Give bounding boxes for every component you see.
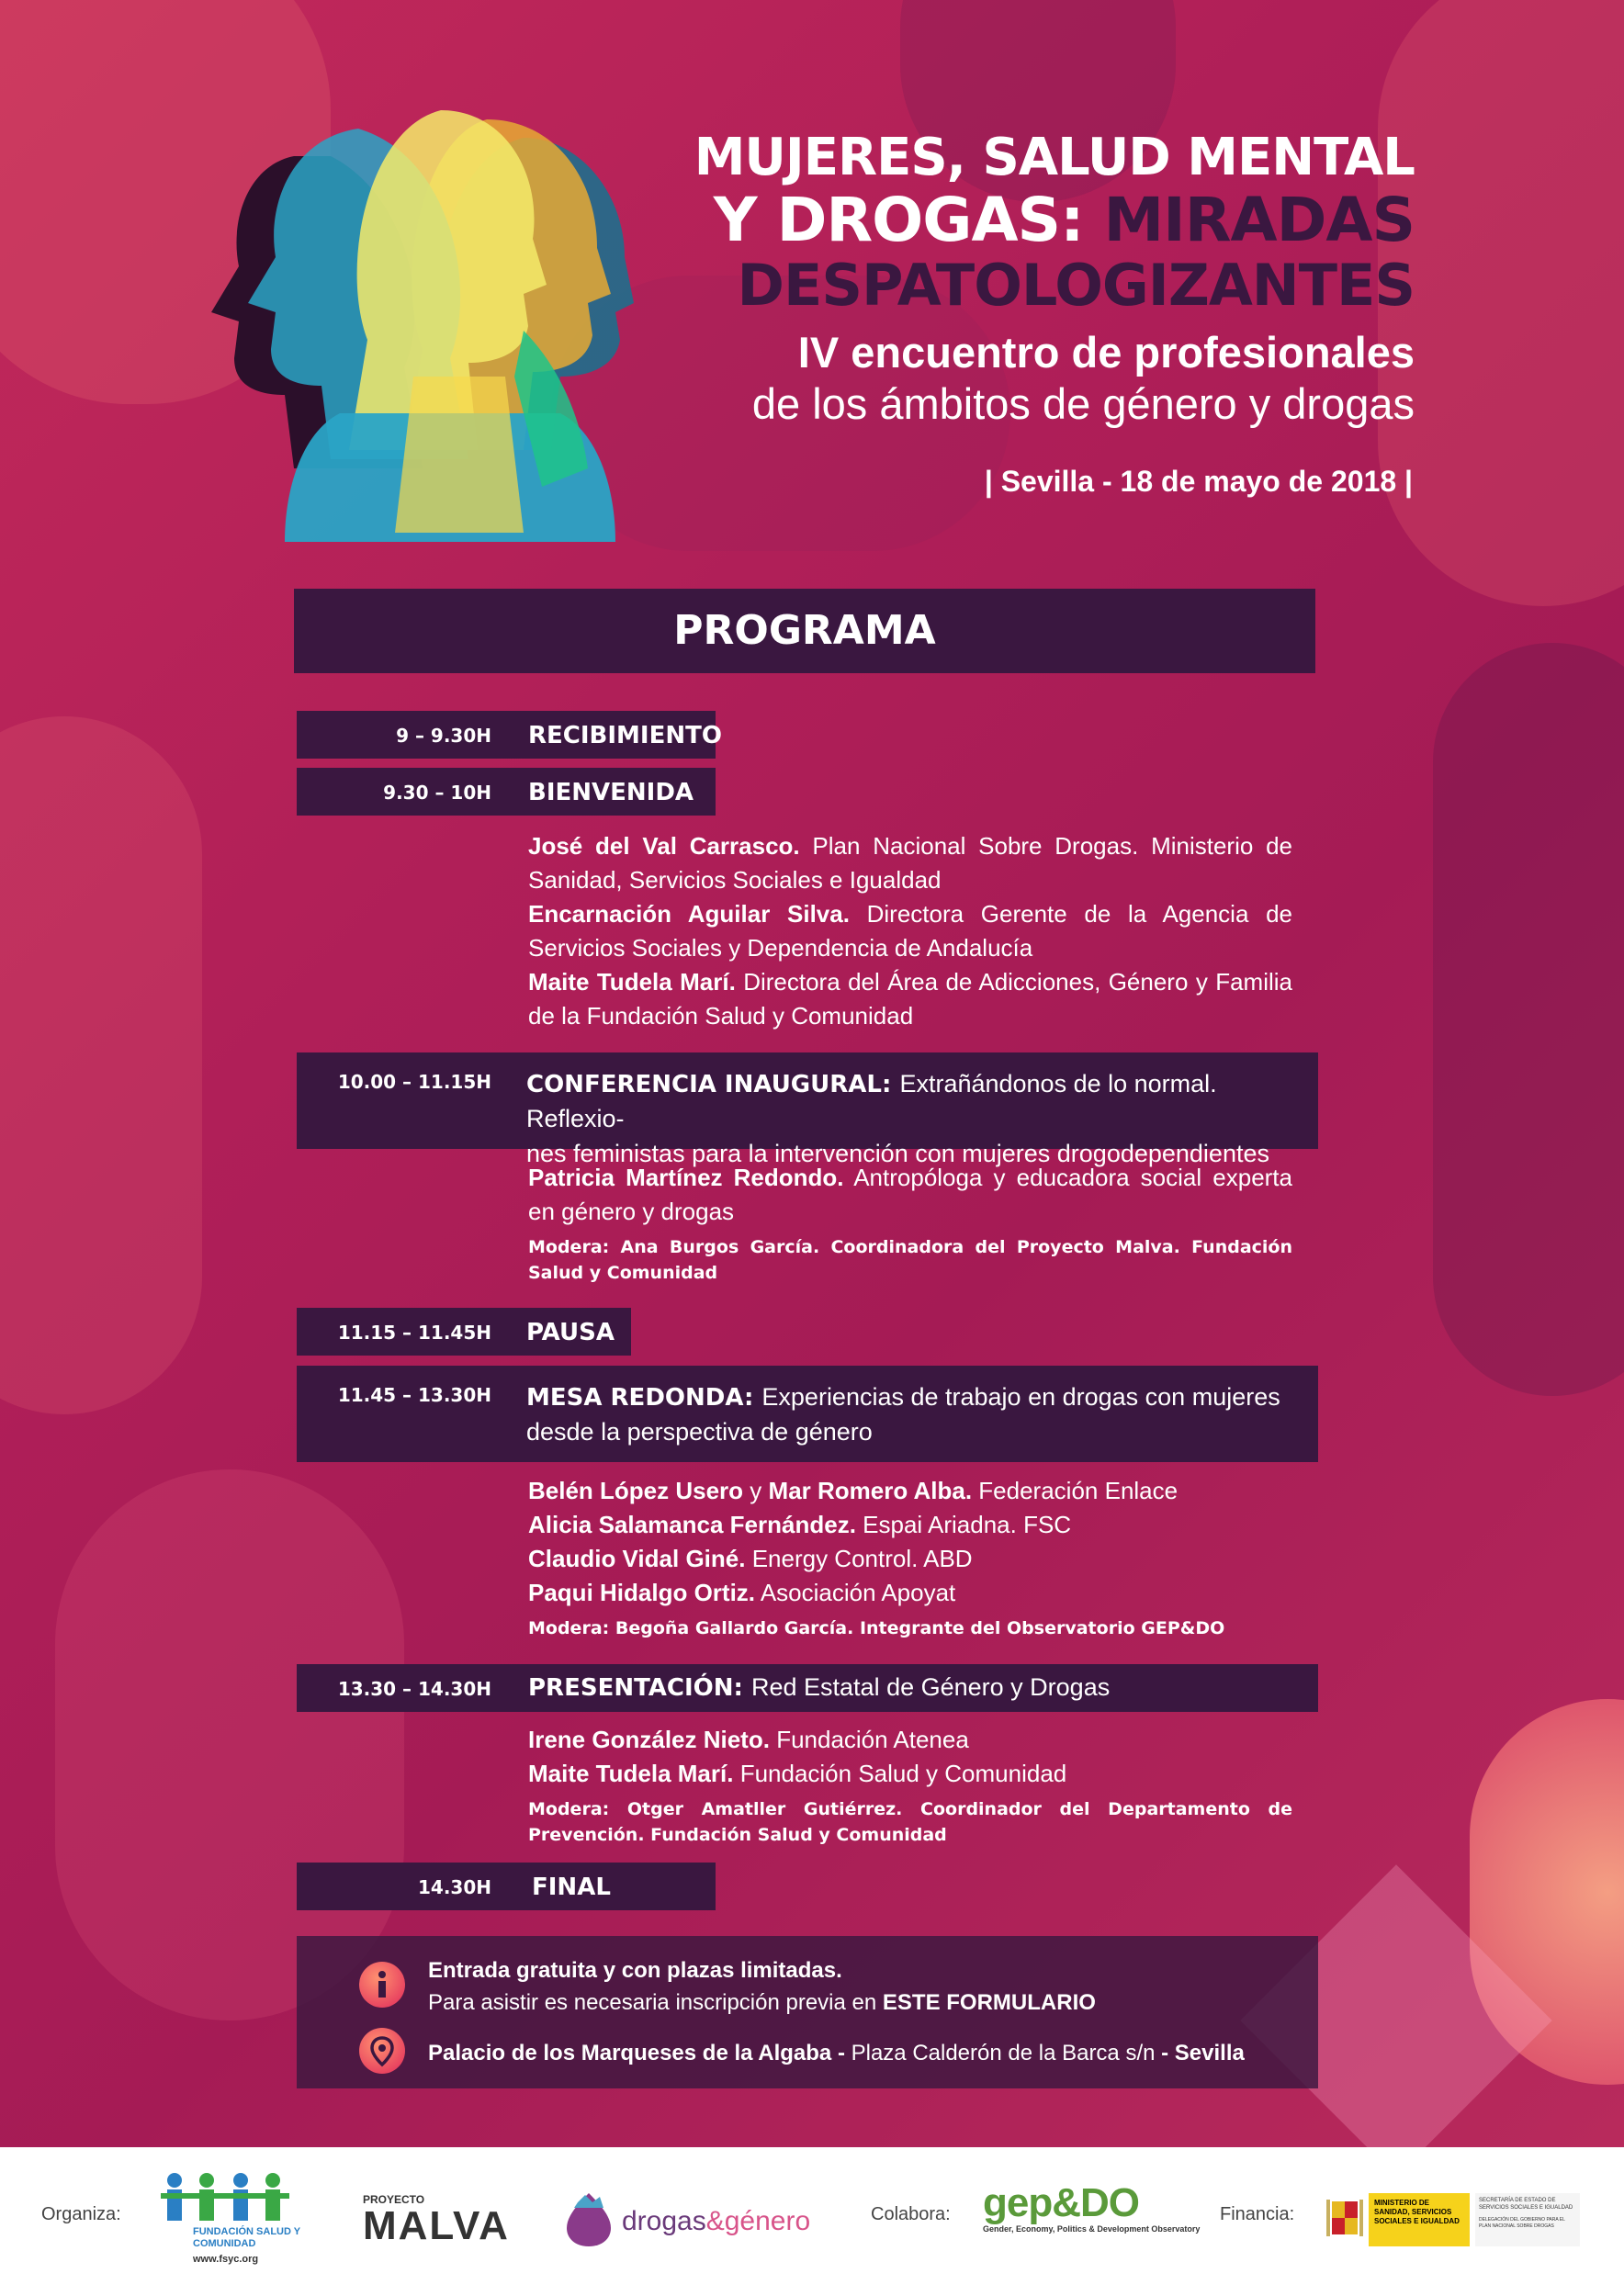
session-label-bold: MESA REDONDA: [526, 1384, 754, 1412]
speaker-role: Federación Enlace [978, 1477, 1179, 1504]
speaker-role: Asociación Apoyat [760, 1579, 956, 1606]
speaker-role: Fundación Salud y Comunidad [739, 1760, 1067, 1787]
drogas-genero-logo [565, 2189, 840, 2254]
speaker-name: José del Val Carrasco. [528, 832, 800, 860]
speaker-name: Alicia Salamanca Fernández. [528, 1511, 856, 1538]
session-bar-conferencia [297, 1052, 1318, 1167]
speaker-name: Claudio Vidal Giné. [528, 1545, 746, 1572]
session-label-bold: CONFERENCIA INAUGURAL: [526, 1071, 892, 1098]
session-label: PAUSA [526, 1319, 615, 1346]
heads-illustration [193, 101, 652, 542]
fsyc-url: www.fsyc.org [193, 2254, 259, 2265]
fsyc-figures-icon [156, 2169, 294, 2224]
fsyc-name: FUNDACIÓN SALUD Y COMUNIDAD [193, 2226, 300, 2249]
subtitle-bold: IV encuentro de profesionales [797, 328, 1415, 377]
ministerio-name: MINISTERIO DE SANIDAD, SERVICIOS SOCIALES E IGUALDAD [1374, 2199, 1460, 2225]
session-bar-presentacion [297, 1664, 1318, 1712]
entry-bold: Entrada gratuita y con plazas limitadas. [428, 1958, 842, 1983]
speaker-entry [528, 1542, 1292, 1576]
speaker-name: Patricia Martínez Redondo. [528, 1164, 844, 1191]
speaker-role: Directora del Área de Adicciones, Género y Familia de la Fundación Salud y Comunidad [528, 968, 1293, 1030]
bg-shape [0, 716, 202, 1414]
session-label: FINAL [532, 1874, 611, 1901]
entry-text-normal: Para asistir es necesaria inscripción previa en [428, 1990, 877, 2015]
speaker-entry [528, 829, 1292, 897]
speaker-name: Paqui Hidalgo Ortiz. [528, 1579, 756, 1606]
ministerio-logo [1323, 2193, 1580, 2248]
ministerio-yellow-band [1369, 2193, 1470, 2246]
session-time: 13.30 – 14.30H [337, 1678, 491, 1700]
bg-shape [1378, 0, 1624, 606]
speaker-name: Belén López Usero [528, 1477, 744, 1504]
speaker-role: Energy Control. ABD [751, 1545, 973, 1572]
ministerio-secretaria [1475, 2193, 1580, 2246]
gepdo-subtitle: Gender, Economy, Politics & Development Observatory [983, 2224, 1201, 2234]
entry-text [428, 1954, 1096, 2019]
speaker-entry [528, 1757, 1292, 1791]
speaker-role: Directora Gerente de la Agencia de Servicios Sociales y Dependencia de Andalucía [528, 900, 1293, 962]
session-desc-2: desde la perspectiva de género [526, 1418, 873, 1446]
malva-logo [363, 2193, 510, 2246]
venue-bold: Palacio de los Marqueses de la Algaba - [428, 2041, 845, 2065]
entry-line [428, 1986, 1096, 2019]
conferencia-speakers [528, 1161, 1292, 1286]
session-desc: Red Estatal de Género y Drogas [751, 1673, 1111, 1701]
session-label-bold: PRESENTACIÓN: [528, 1674, 743, 1702]
session-time: 11.45 – 13.30H [337, 1384, 491, 1406]
genero-word: género [724, 2206, 811, 2236]
session-time: 14.30H [418, 1876, 491, 1898]
session-label [528, 1673, 1110, 1702]
organiza-label: Organiza: [41, 2204, 121, 2224]
session-label [526, 1380, 1298, 1450]
session-bar-pausa [297, 1308, 631, 1356]
footer [0, 2147, 1624, 2296]
speaker-name: Maite Tudela Marí. [528, 1760, 734, 1787]
moderator: Modera: Otger Amatller Gutiérrez. Coordinador del Departamento de Prevención. Fundación Salud y Comunidad [528, 1799, 1292, 1845]
speaker-name: Encarnación Aguilar Silva. [528, 900, 850, 928]
drogas-genero-text [622, 2206, 810, 2237]
drogas-genero-icon [565, 2189, 613, 2248]
speaker-entry [528, 965, 1292, 1033]
speaker-name: Maite Tudela Marí. [528, 968, 736, 996]
bienvenida-speakers [528, 829, 1292, 1033]
title-line-2-dark: MIRADAS [1103, 185, 1415, 255]
session-time: 11.15 – 11.45H [337, 1322, 491, 1344]
speaker-name: Irene González Nieto. [528, 1726, 770, 1753]
speaker-role: Fundación Atenea [776, 1726, 969, 1753]
event-date: | Sevilla - 18 de mayo de 2018 | [984, 465, 1413, 498]
speaker-entry [528, 1474, 1292, 1508]
programa-heading-bar [294, 589, 1315, 673]
session-bar-recibimiento [297, 711, 722, 759]
speaker-connector: y [750, 1477, 762, 1504]
malva-small: PROYECTO [363, 2193, 425, 2206]
speaker-entry [528, 1161, 1292, 1229]
subtitle-light: de los ámbitos de género y drogas [751, 379, 1415, 428]
speaker-entry [528, 897, 1292, 965]
speaker-name: Mar Romero Alba. [768, 1477, 973, 1504]
session-bar-mesa-redonda [297, 1366, 1318, 1462]
title-line-1: MUJERES, SALUD MENTAL [694, 128, 1415, 187]
title-block [588, 129, 1415, 430]
session-desc-1: Experiencias de trabajo en drogas con mujeres [761, 1383, 1280, 1411]
financia-label: Financia: [1220, 2204, 1295, 2224]
bg-shape [1433, 643, 1624, 1396]
drogas-amp: & [705, 2206, 725, 2236]
malva-name: MALVA [363, 2203, 510, 2248]
mesa-speakers [528, 1474, 1292, 1641]
secretaria-text: SECRETARÍA DE ESTADO DE SERVICIOS SOCIALES E IGUALDAD [1479, 2198, 1573, 2211]
gepdo-logo [983, 2182, 1203, 2234]
title-line-2 [588, 187, 1415, 253]
venue-line [428, 2037, 1245, 2069]
session-desc-2: nes feministas para la intervención con mujeres drogodependientes [526, 1140, 1269, 1167]
programa-heading: PROGRAMA [673, 607, 936, 654]
info-icon [359, 1962, 405, 2008]
venue-address: Plaza Calderón de la Barca s/n [851, 2041, 1156, 2065]
speaker-role: Plan Nacional Sobre Drogas. Ministerio de Sanidad, Servicios Sociales e Igualdad [528, 832, 1292, 894]
session-time: 9.30 – 10H [383, 782, 491, 804]
title-line-3: DESPATOLOGIZANTES [737, 252, 1415, 319]
session-bar-final [297, 1863, 716, 1910]
speaker-entry [528, 1576, 1292, 1610]
speaker-role: Espai Ariadna. FSC [863, 1511, 1072, 1538]
drogas-word: drogas [622, 2206, 706, 2236]
session-time: 9 – 9.30H [396, 725, 491, 747]
speaker-entry [528, 1508, 1292, 1542]
fsyc-logo [156, 2169, 303, 2279]
presentacion-speakers [528, 1723, 1292, 1848]
session-label: BIENVENIDA [528, 779, 694, 806]
moderator: Modera: Begoña Gallardo García. Integrante del Observatorio GEP&DO [528, 1618, 1225, 1638]
session-desc-1: Extrañándonos de lo normal. Reflexio- [526, 1070, 1217, 1132]
info-box [297, 1936, 1318, 2088]
venue-city: - Sevilla [1161, 2041, 1245, 2065]
gepdo-name: gep&DO [983, 2180, 1139, 2225]
speaker-entry [528, 1723, 1292, 1757]
colabora-label: Colabora: [871, 2204, 951, 2224]
spain-coat-of-arms-icon [1326, 2196, 1363, 2244]
session-label: RECIBIMIENTO [528, 722, 722, 749]
speaker-role: Antropóloga y educadora social experta en género y drogas [528, 1164, 1292, 1225]
moderator: Modera: Ana Burgos García. Coordinadora del Proyecto Malva. Fundación Salud y Comunidad [528, 1237, 1292, 1283]
session-time: 10.00 – 11.15H [337, 1071, 491, 1093]
delegacion-text: DELEGACIÓN DEL GOBIERNO PARA EL PLAN NACIONAL SOBRE DROGAS [1479, 2217, 1565, 2229]
session-label [526, 1067, 1298, 1172]
location-pin-icon [359, 2028, 405, 2074]
title-line-2-white: Y DROGAS: [713, 185, 1084, 255]
registration-form-link[interactable]: ESTE FORMULARIO [882, 1990, 1096, 2015]
session-bar-bienvenida [297, 768, 716, 816]
